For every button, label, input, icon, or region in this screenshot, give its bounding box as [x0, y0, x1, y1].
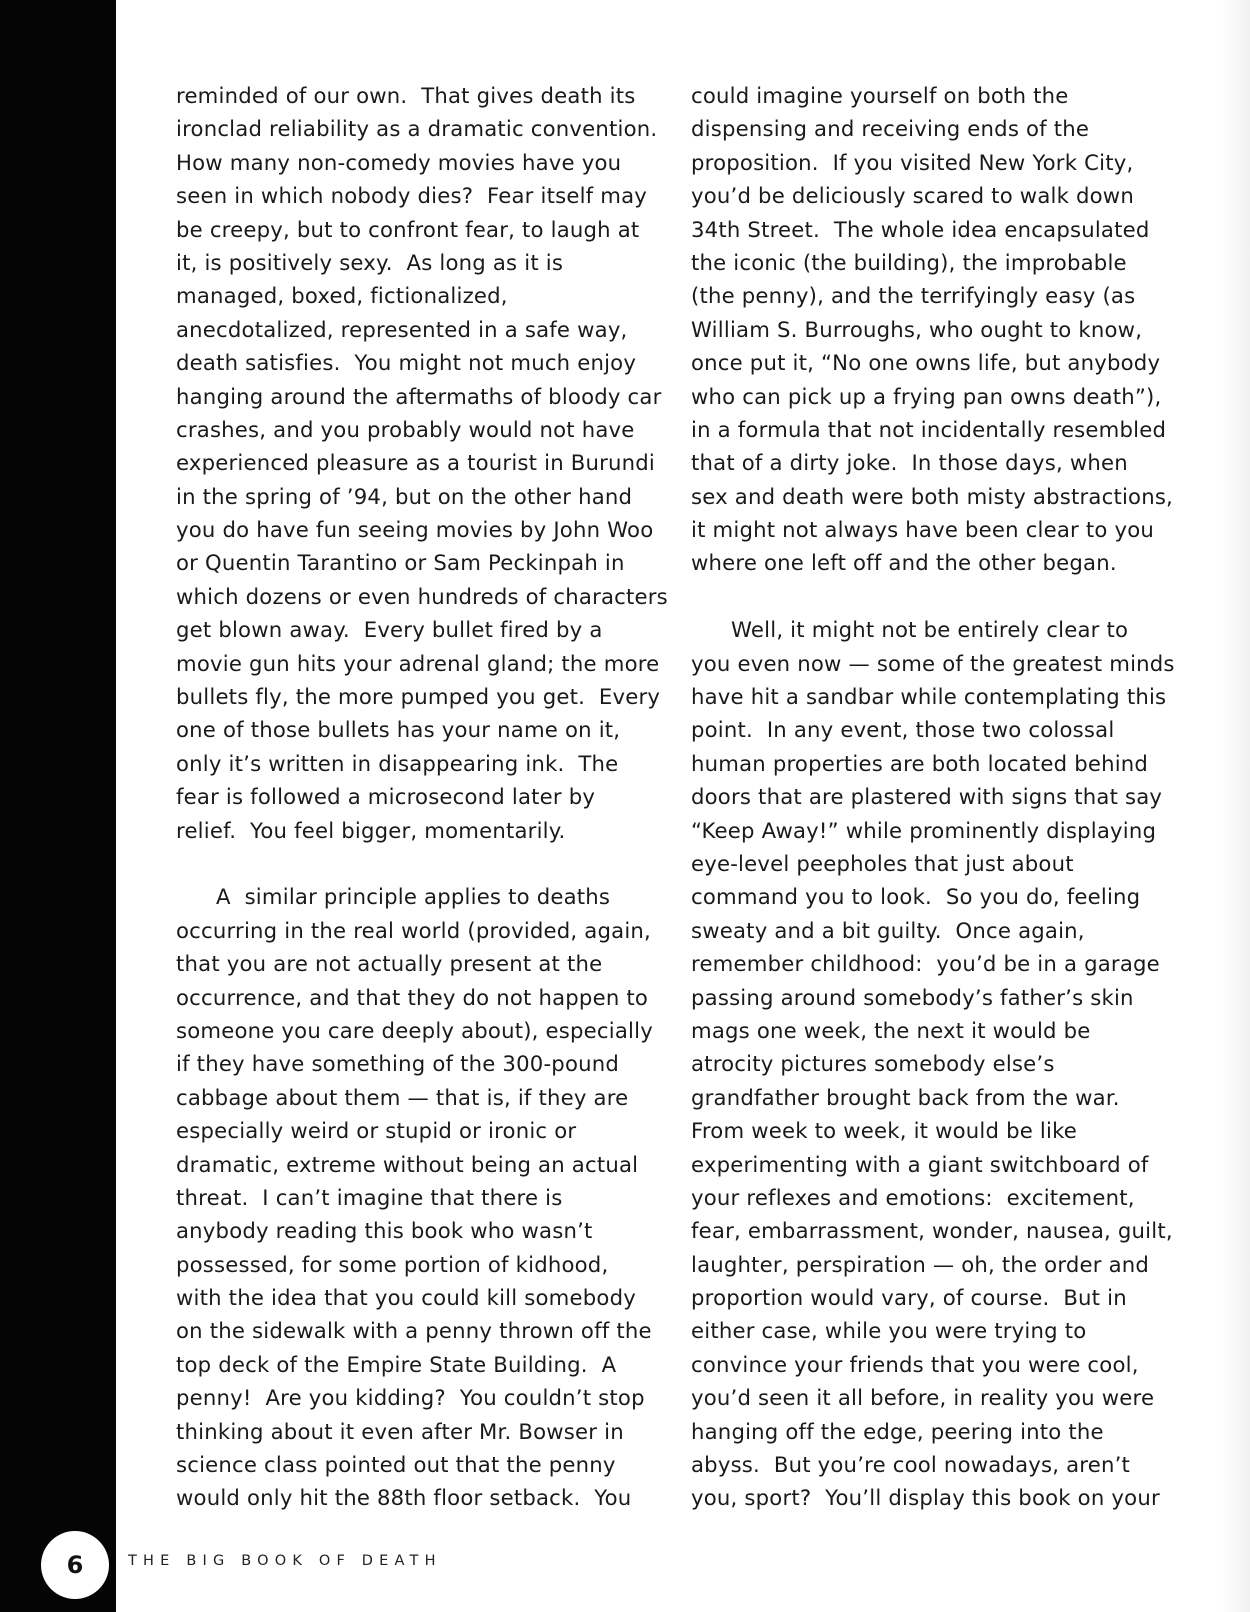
text-line: occurrence, and that they do not happen to	[176, 984, 649, 1010]
right-text-column	[691, 79, 1175, 1515]
text-line: experienced pleasure as a tourist in Burundi	[176, 450, 656, 476]
text-line: reminded of our own. That gives death its	[176, 83, 636, 108]
text-line: bullets fly, the more pumped you get. Every	[176, 684, 661, 710]
text-line: would only hit the 88th floor setback. You	[176, 1485, 632, 1511]
text-line: ironclad reliability as a dramatic convention.	[176, 116, 658, 142]
text-line: dramatic, extreme without being an actual	[176, 1151, 639, 1177]
text-line: get blown away. Every bullet fired by a	[176, 617, 603, 643]
text-line: atrocity pictures somebody else’s	[691, 1051, 1055, 1077]
text-line: remember childhood: you’d be in a garage	[691, 951, 1160, 977]
text-line: penny! Are you kidding? You couldn’t stop	[176, 1385, 645, 1411]
text-line: managed, boxed, fictionalized,	[176, 283, 508, 309]
text-line: you even now — some of the greatest minds	[691, 650, 1175, 676]
text-line: could imagine yourself on both the	[691, 83, 1069, 108]
paragraph-gap	[176, 847, 656, 880]
text-line: on the sidewalk with a penny thrown off the	[176, 1318, 652, 1344]
text-line: your reflexes and emotions: excitement,	[691, 1184, 1135, 1210]
text-line: anybody reading this book who wasn’t	[176, 1218, 593, 1244]
text-line: or Quentin Tarantino or Sam Peckinpah in	[176, 550, 625, 576]
text-line: cabbage about them — that is, if they are	[176, 1084, 629, 1110]
text-line: with the idea that you could kill somebody	[176, 1285, 636, 1311]
text-line: death satisfies. You might not much enjoy	[176, 350, 637, 376]
page-number: 6	[41, 1531, 109, 1599]
left-text-column	[176, 79, 668, 1515]
text-line: science class pointed out that the penny	[176, 1452, 616, 1478]
text-line: possessed, for some portion of kidhood,	[176, 1251, 609, 1277]
text-line: that of a dirty joke. In those days, when	[691, 450, 1128, 476]
text-line: especially weird or stupid or ironic or	[176, 1118, 577, 1144]
text-line: experimenting with a giant switchboard of	[691, 1151, 1149, 1177]
paragraph	[691, 613, 1175, 1515]
paragraph-gap	[691, 580, 1171, 613]
text-line: doors that are plastered with signs that say	[691, 784, 1163, 810]
text-line: one of those bullets has your name on it,	[176, 717, 621, 743]
text-line: only it’s written in disappearing ink. The	[176, 750, 619, 776]
paragraph	[691, 79, 1171, 580]
text-line: human properties are both located behind	[691, 750, 1149, 776]
text-line: 34th Street. The whole idea encapsulated	[691, 216, 1150, 242]
text-line: thinking about it even after Mr. Bowser in	[176, 1418, 624, 1444]
text-line: convince your friends that you were cool,	[691, 1351, 1139, 1377]
text-line: the iconic (the building), the improbable	[691, 249, 1127, 275]
text-line: relief. You feel bigger, momentarily.	[176, 817, 566, 843]
text-line: Well, it might not be entirely clear to	[731, 617, 1129, 643]
text-line: top deck of the Empire State Building. A	[176, 1351, 617, 1377]
text-line: A similar principle applies to deaths	[216, 884, 611, 910]
text-line: who can pick up a frying pan owns death”),	[691, 383, 1162, 409]
text-line: crashes, and you probably would not have	[176, 416, 635, 442]
text-line: passing around somebody’s father’s skin	[691, 984, 1134, 1010]
text-line: command you to look. So you do, feeling	[691, 884, 1141, 910]
text-line: fear, embarrassment, wonder, nausea, guilt,	[691, 1218, 1173, 1244]
text-line: proportion would vary, of course. But in	[691, 1285, 1127, 1311]
text-line: someone you care deeply about), especially	[176, 1017, 653, 1043]
text-line: fear is followed a microsecond later by	[176, 784, 596, 810]
text-line: which dozens or even hundreds of characters	[176, 583, 668, 609]
text-line: if they have something of the 300-pound	[176, 1051, 620, 1077]
text-line: How many non-comedy movies have you	[176, 149, 622, 175]
text-line: hanging off the edge, peering into the	[691, 1418, 1104, 1444]
text-line: eye-level peepholes that just about	[691, 850, 1074, 876]
text-line: sex and death were both misty abstractions,	[691, 483, 1173, 509]
text-line: you, sport? You’ll display this book on your	[691, 1485, 1160, 1511]
text-line: in the spring of ’94, but on the other hand	[176, 483, 633, 509]
text-line: it might not always have been clear to you	[691, 517, 1155, 543]
running-title: THE BIG BOOK OF DEATH	[128, 1553, 442, 1569]
text-line: dispensing and receiving ends of the	[691, 116, 1090, 142]
text-line: occurring in the real world (provided, again,	[176, 917, 651, 943]
text-line: threat. I can’t imagine that there is	[176, 1184, 563, 1210]
text-line: laughter, perspiration — oh, the order and	[691, 1251, 1150, 1277]
paragraph	[176, 880, 656, 1514]
text-line: grandfather brought back from the war.	[691, 1084, 1120, 1110]
text-line: mags one week, the next it would be	[691, 1017, 1091, 1043]
text-line: be creepy, but to confront fear, to laugh at	[176, 216, 640, 242]
text-line: seen in which nobody dies? Fear itself may	[176, 183, 648, 209]
text-line: either case, while you were trying to	[691, 1318, 1087, 1344]
text-line: it, is positively sexy. As long as it is	[176, 249, 564, 275]
text-line: you do have fun seeing movies by John Woo	[176, 517, 654, 543]
text-line: you’d seen it all before, in reality you were	[691, 1385, 1155, 1411]
text-line: “Keep Away!” while prominently displaying	[691, 817, 1157, 843]
text-line: in a formula that not incidentally resembled	[691, 416, 1167, 442]
text-line: where one left off and the other began.	[691, 550, 1117, 576]
text-line: proposition. If you visited New York City,	[691, 149, 1134, 175]
text-line: have hit a sandbar while contemplating this	[691, 684, 1167, 710]
text-line: From week to week, it would be like	[691, 1118, 1078, 1144]
text-line: movie gun hits your adrenal gland; the more	[176, 650, 660, 676]
book-spine-shadow	[0, 0, 116, 1612]
text-line: hanging around the aftermaths of bloody car	[176, 383, 662, 409]
text-line: that you are not actually present at the	[176, 951, 603, 977]
text-line: (the penny), and the terrifyingly easy (as	[691, 283, 1136, 309]
text-line: anecdotalized, represented in a safe way,	[176, 316, 628, 342]
text-line: William S. Burroughs, who ought to know,	[691, 316, 1143, 342]
text-line: you’d be deliciously scared to walk down	[691, 183, 1134, 209]
page-edge-shade	[1220, 0, 1250, 1612]
text-line: point. In any event, those two colossal	[691, 717, 1115, 743]
text-line: sweaty and a bit guilty. Once again,	[691, 917, 1085, 943]
text-line: abyss. But you’re cool nowadays, aren’t	[691, 1452, 1131, 1478]
paragraph	[176, 79, 668, 847]
text-line: once put it, “No one owns life, but anybody	[691, 350, 1161, 376]
